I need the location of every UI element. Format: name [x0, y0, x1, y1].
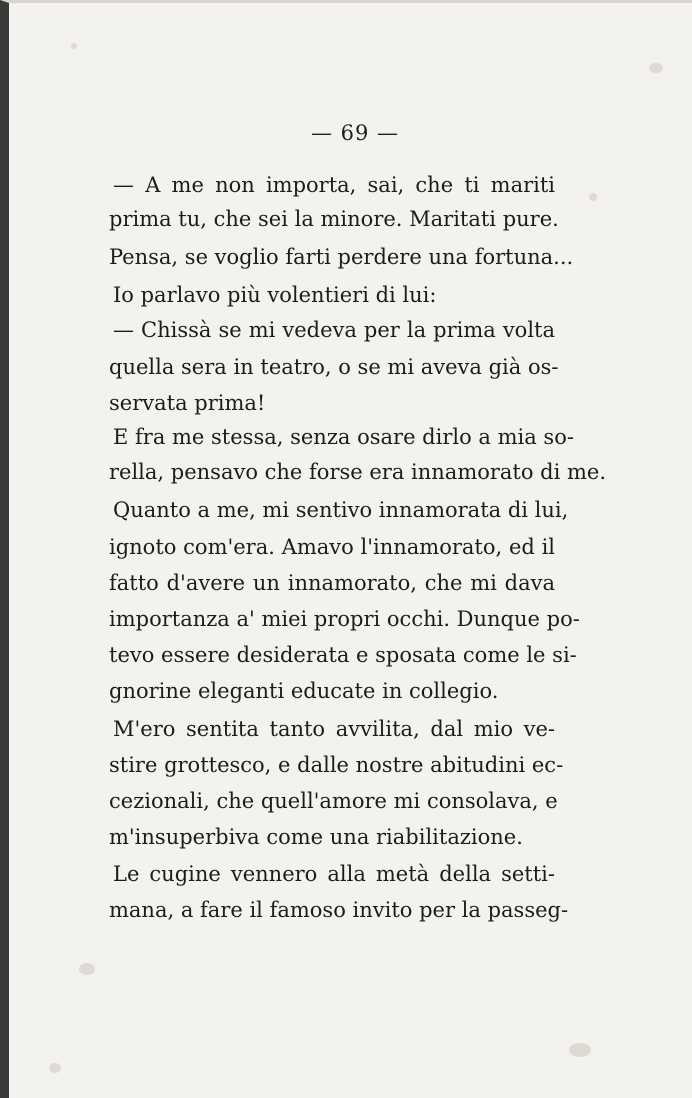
text-line: — Chissà se mi vedeva per la prima volta — [113, 318, 555, 342]
text-line: importanza a' miei propri occhi. Dunque po- — [109, 607, 580, 631]
text-line: servata prima! — [109, 391, 266, 415]
text-line: m'insuperbiva come una riabilitazione. — [109, 825, 523, 849]
text-line: prima tu, che sei la minore. Maritati pure. — [109, 207, 559, 231]
text-line: Le cugine vennero alla metà della setti- — [113, 862, 555, 886]
body-text — [9, 3, 692, 1098]
text-line: cezionali, che quell'amore mi consolava, e — [109, 789, 558, 813]
text-line: ignoto com'era. Amavo l'innamorato, ed il — [109, 535, 555, 559]
text-line: Io parlavo più volentieri di lui: — [113, 283, 437, 307]
text-line: fatto d'avere un innamorato, che mi dava — [109, 571, 555, 595]
text-line: — A me non importa, sai, che ti mariti — [113, 173, 555, 197]
text-line: E fra me stessa, senza osare dirlo a mia so- — [113, 425, 574, 449]
text-line: mana, a fare il famoso invito per la passeg- — [109, 898, 569, 922]
text-line: Quanto a me, mi sentivo innamorata di lui, — [113, 498, 569, 522]
text-line: Pensa, se voglio farti perdere una fortuna... — [109, 245, 574, 269]
text-line: tevo essere desiderata e sposata come le si- — [109, 643, 577, 667]
text-line: stire grottesco, e dalle nostre abitudini ec- — [109, 753, 564, 777]
text-line: M'ero sentita tanto avvilita, dal mio ve- — [113, 717, 555, 741]
text-line: quella sera in teatro, o se mi aveva già os- — [109, 355, 559, 379]
text-line: rella, pensavo che forse era innamorato di me. — [109, 460, 607, 484]
page-number: — 69 — — [310, 121, 400, 145]
text-line: gnorine eleganti educate in collegio. — [109, 679, 499, 703]
